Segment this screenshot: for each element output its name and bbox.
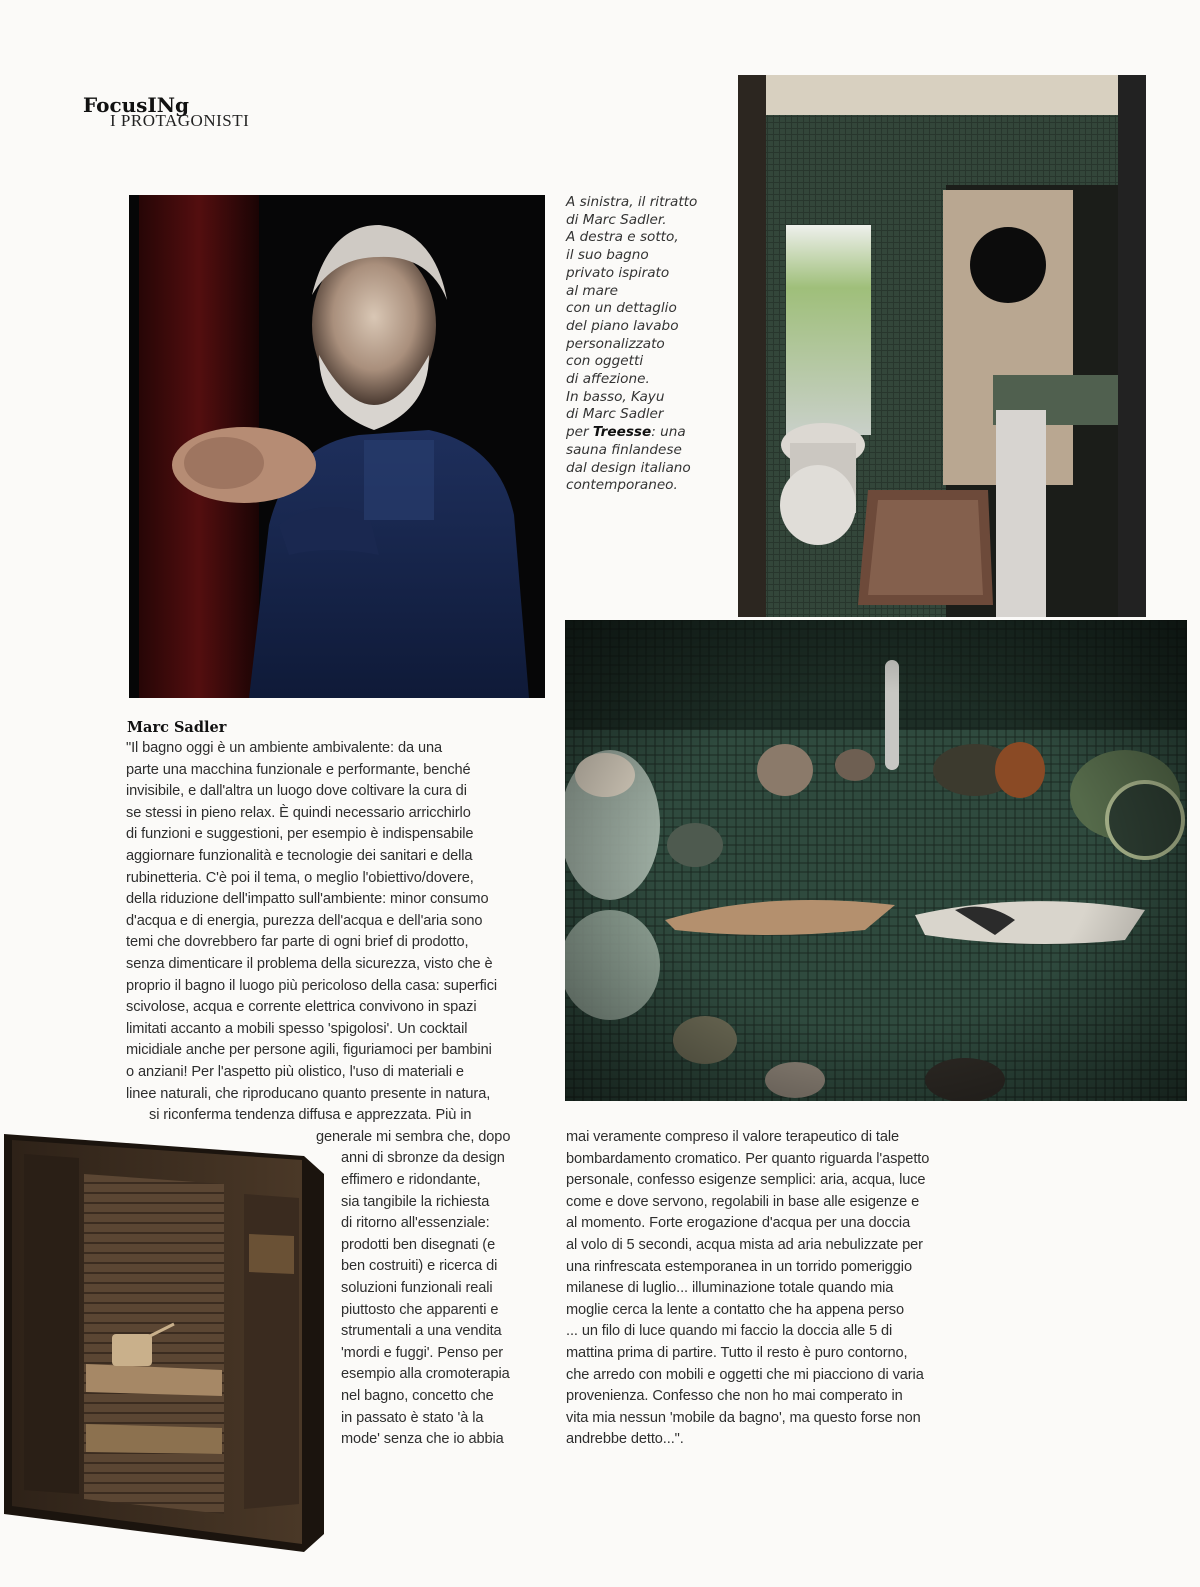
article-line: ... un filo di luce quando mi faccio la doccia alle 5 di [566,1323,893,1340]
caption-text: : una [651,424,686,441]
photo-caption [566,194,726,495]
brand-name: Treesse [592,424,652,441]
caption-line: A destra e sotto, [566,229,679,246]
article-line: bombardamento cromatico. Per quanto riguarda l'aspetto [566,1150,930,1167]
article-line: temi che dovrebbero far parte di ogni brief di prodotto, [126,934,469,951]
article-line: anni di sbronze da design [341,1150,505,1167]
article-line: piuttosto che apparenti e [341,1301,499,1318]
article-line: esempio alla cromoterapia [341,1366,510,1383]
article-line: nel bagno, concetto che [341,1388,494,1404]
article-line: se stessi in pieno relax. È quindi necessario arricchirlo [126,804,471,821]
article-author: Marc Sadler [127,719,227,736]
article-line: in passato è stato 'à la [341,1409,484,1426]
article-line: ben costruiti) e ricerca di [341,1258,498,1275]
section-subtitle: I PROTAGONISTI [110,111,250,130]
caption-line: di affezione. [566,371,650,388]
article-line: o anziani! Per l'aspetto più olistico, l'uso di materiali e [126,1064,464,1080]
caption-line: contemporaneo. [566,477,678,494]
article-line: mattina prima di partire. Tutto il resto è puro contorno, [566,1345,908,1361]
article-line: prodotti ben disegnati (e [341,1236,496,1253]
article-line: si riconferma tendenza diffusa e apprezzata. Più in [149,1107,472,1124]
article-line: di ritorno all'essenziale: [341,1215,490,1232]
caption-line: A sinistra, il ritratto [566,194,698,210]
article-line: che arredo con mobili e oggetti che mi piacciono di varia [566,1366,924,1383]
article-line: micidiale anche per persone agili, figuriamoci per bambini [126,1042,492,1059]
article-line: vita mia nessun 'mobile da bagno', ma questo forse non [566,1409,921,1426]
article-line: come e dove servono, regolabili in base alle esigenze e [566,1193,920,1210]
article-line: senza dimenticare il problema della sicurezza, visto che è [126,956,493,972]
caption-line: In basso, Kayu [566,388,665,405]
article-line: mode' senza che io abbia [341,1431,504,1448]
portrait-photo [129,195,545,698]
article-line: al volo di 5 secondi, acqua mista ad aria nebulizzate per [566,1237,923,1253]
section-title: FocusINg [83,93,190,117]
article-line: della riduzione dell'impatto sull'ambiente: minor consumo [126,891,489,908]
caption-line: sauna finlandese [566,441,682,458]
caption-line: al mare [566,282,618,299]
caption-text: per [566,424,593,441]
caption-line: privato ispirato [566,264,670,281]
article-line: parte una macchina funzionale e performante, benché [126,761,471,778]
caption-line: il suo bagno [566,247,649,264]
article-line: andrebbe detto...". [566,1431,684,1448]
caption-line: personalizzato [566,335,665,352]
article-line: strumentali a una vendita [341,1323,502,1340]
caption-line: dal design italiano [566,459,691,476]
sauna-product-photo [4,1134,326,1554]
article-line: rubinetteria. C'è poi il tema, o meglio l'obiettivo/dovere, [126,869,474,886]
article-line: al momento. Forte erogazione d'acqua per una doccia [566,1215,911,1232]
article-line: generale mi sembra che, dopo [316,1128,511,1145]
caption-line [566,424,726,442]
article-line: mai veramente compreso il valore terapeutico di tale [566,1129,900,1145]
article-line: milanese di luglio... illuminazione totale quando mia [566,1280,894,1297]
article-line: effimero e ridondante, [341,1172,481,1188]
article-line: di funzioni e suggestioni, per esempio è indispensabile [126,826,474,843]
caption-line: di Marc Sadler [566,406,664,423]
article-line: scivolose, acqua e corrente elettrica convivono in spazi [126,999,477,1016]
caption-line: di Marc Sadler. [566,211,667,228]
article-line: linee naturali, che riproducano quanto presente in natura, [126,1085,491,1102]
article-line: "Il bagno oggi è un ambiente ambivalente: da una [126,740,442,756]
article-line: moglie cerca la lente a contatto che ha appena perso [566,1301,904,1318]
article-line: d'acqua e di energia, purezza dell'acqua e dell'aria sono [126,912,483,929]
article-line: una rinfrescata estemporanea in un torrido pomeriggio [566,1258,912,1275]
article-line: 'mordi e fuggi'. Penso per [341,1344,503,1361]
caption-line: con oggetti [566,353,644,370]
article-line: provenienza. Confesso che non ho mai comperato in [566,1388,903,1405]
article-line: personale, confesso esigenze semplici: aria, acqua, luce [566,1172,926,1189]
caption-line: del piano lavabo [566,317,679,334]
article-line: soluzioni funzionali reali [341,1280,493,1296]
article-line: proprio il bagno il luogo più pericoloso della casa: superfici [126,977,498,994]
article-line: sia tangibile la richiesta [341,1193,490,1210]
article-line: invisibile, e dall'altra un luogo dove coltivare la cura di [126,783,467,800]
basin-detail-photo [565,620,1187,1101]
bathroom-photo [738,75,1146,617]
article-line: limitati accanto a mobili spesso 'spigolosi'. Un cocktail [126,1020,468,1037]
caption-line: con un dettaglio [566,300,677,317]
article-line: aggiornare funzionalità e tecnologie dei sanitari e della [126,848,473,864]
